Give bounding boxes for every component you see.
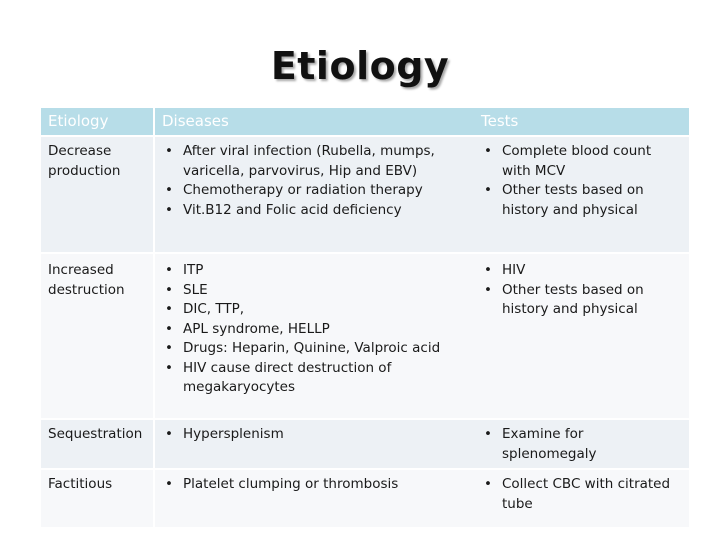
list-item: • ITP xyxy=(162,261,467,281)
etiology-cell: Sequestration xyxy=(41,419,154,469)
bullet-icon: • xyxy=(165,281,173,298)
list-item: • HIV xyxy=(481,261,682,281)
bullet-icon: • xyxy=(484,281,492,298)
tests-list xyxy=(481,425,682,464)
tests-cell xyxy=(474,136,689,253)
bullet-icon: • xyxy=(484,476,492,492)
bullet-icon: • xyxy=(165,201,173,218)
diseases-cell xyxy=(154,469,474,527)
diseases-list xyxy=(162,142,467,220)
list-item: • Chemotherapy or radiation therapy xyxy=(162,181,467,201)
header-etiology: Etiology xyxy=(41,108,154,136)
table-row xyxy=(41,419,689,469)
list-item: • Other tests based on history and physical xyxy=(484,281,644,317)
etiology-cell: Decrease production xyxy=(41,136,154,253)
etiology-cell: Factitious xyxy=(41,469,154,527)
list-item: • Other tests based on history and physical xyxy=(484,182,644,218)
bullet-icon: • xyxy=(165,143,173,159)
list-item: • Examine for splenomegaly xyxy=(484,426,597,462)
list-item: • Collect CBC with citrated tube xyxy=(484,476,671,512)
table-row xyxy=(41,469,689,527)
bullet-icon: • xyxy=(165,359,173,376)
bullet-icon: • xyxy=(165,340,173,356)
table-row xyxy=(41,253,689,419)
list-item: • Platelet clumping or thrombosis xyxy=(162,475,467,495)
bullet-icon: • xyxy=(165,476,173,492)
diseases-list xyxy=(162,475,467,495)
etiology-table xyxy=(41,108,689,527)
diseases-cell xyxy=(154,253,474,419)
list-item: • DIC, TTP, xyxy=(162,300,467,320)
tests-list xyxy=(481,142,682,220)
list-item: • Vit.B12 and Folic acid deficiency xyxy=(162,201,467,221)
tests-list xyxy=(481,475,682,514)
table-header-row xyxy=(41,108,689,136)
slide-title: Etiology xyxy=(270,44,450,88)
bullet-icon: • xyxy=(165,262,173,278)
bullet-icon: • xyxy=(165,182,173,198)
bullet-icon: • xyxy=(484,262,492,278)
header-tests: Tests xyxy=(474,108,689,136)
list-item: • HIV cause direct destruction of megakaryocytes xyxy=(165,359,392,395)
list-item: • APL syndrome, HELLP xyxy=(162,320,467,340)
bullet-icon: • xyxy=(484,143,492,159)
list-item: • After viral infection (Rubella, mumps, varicella, parvovirus, Hip and EBV) xyxy=(165,143,435,179)
tests-cell xyxy=(474,419,689,469)
tests-cell xyxy=(474,253,689,419)
bullet-icon: • xyxy=(165,320,173,337)
diseases-cell xyxy=(154,419,474,469)
list-item: • Hypersplenism xyxy=(162,425,467,445)
list-item: • SLE xyxy=(162,281,467,301)
table-row xyxy=(41,136,689,253)
bullet-icon: • xyxy=(165,426,173,442)
diseases-list xyxy=(162,261,467,398)
bullet-icon: • xyxy=(165,301,173,317)
list-item: • Complete blood count with MCV xyxy=(484,143,652,179)
etiology-cell: Increased destruction xyxy=(41,253,154,419)
bullet-icon: • xyxy=(484,426,492,442)
bullet-icon: • xyxy=(484,182,492,198)
tests-cell xyxy=(474,469,689,527)
diseases-list xyxy=(162,425,467,445)
header-diseases: Diseases xyxy=(154,108,474,136)
tests-list xyxy=(481,261,682,320)
list-item: • Drugs: Heparin, Quinine, Valproic acid xyxy=(162,339,467,359)
diseases-cell xyxy=(154,136,474,253)
